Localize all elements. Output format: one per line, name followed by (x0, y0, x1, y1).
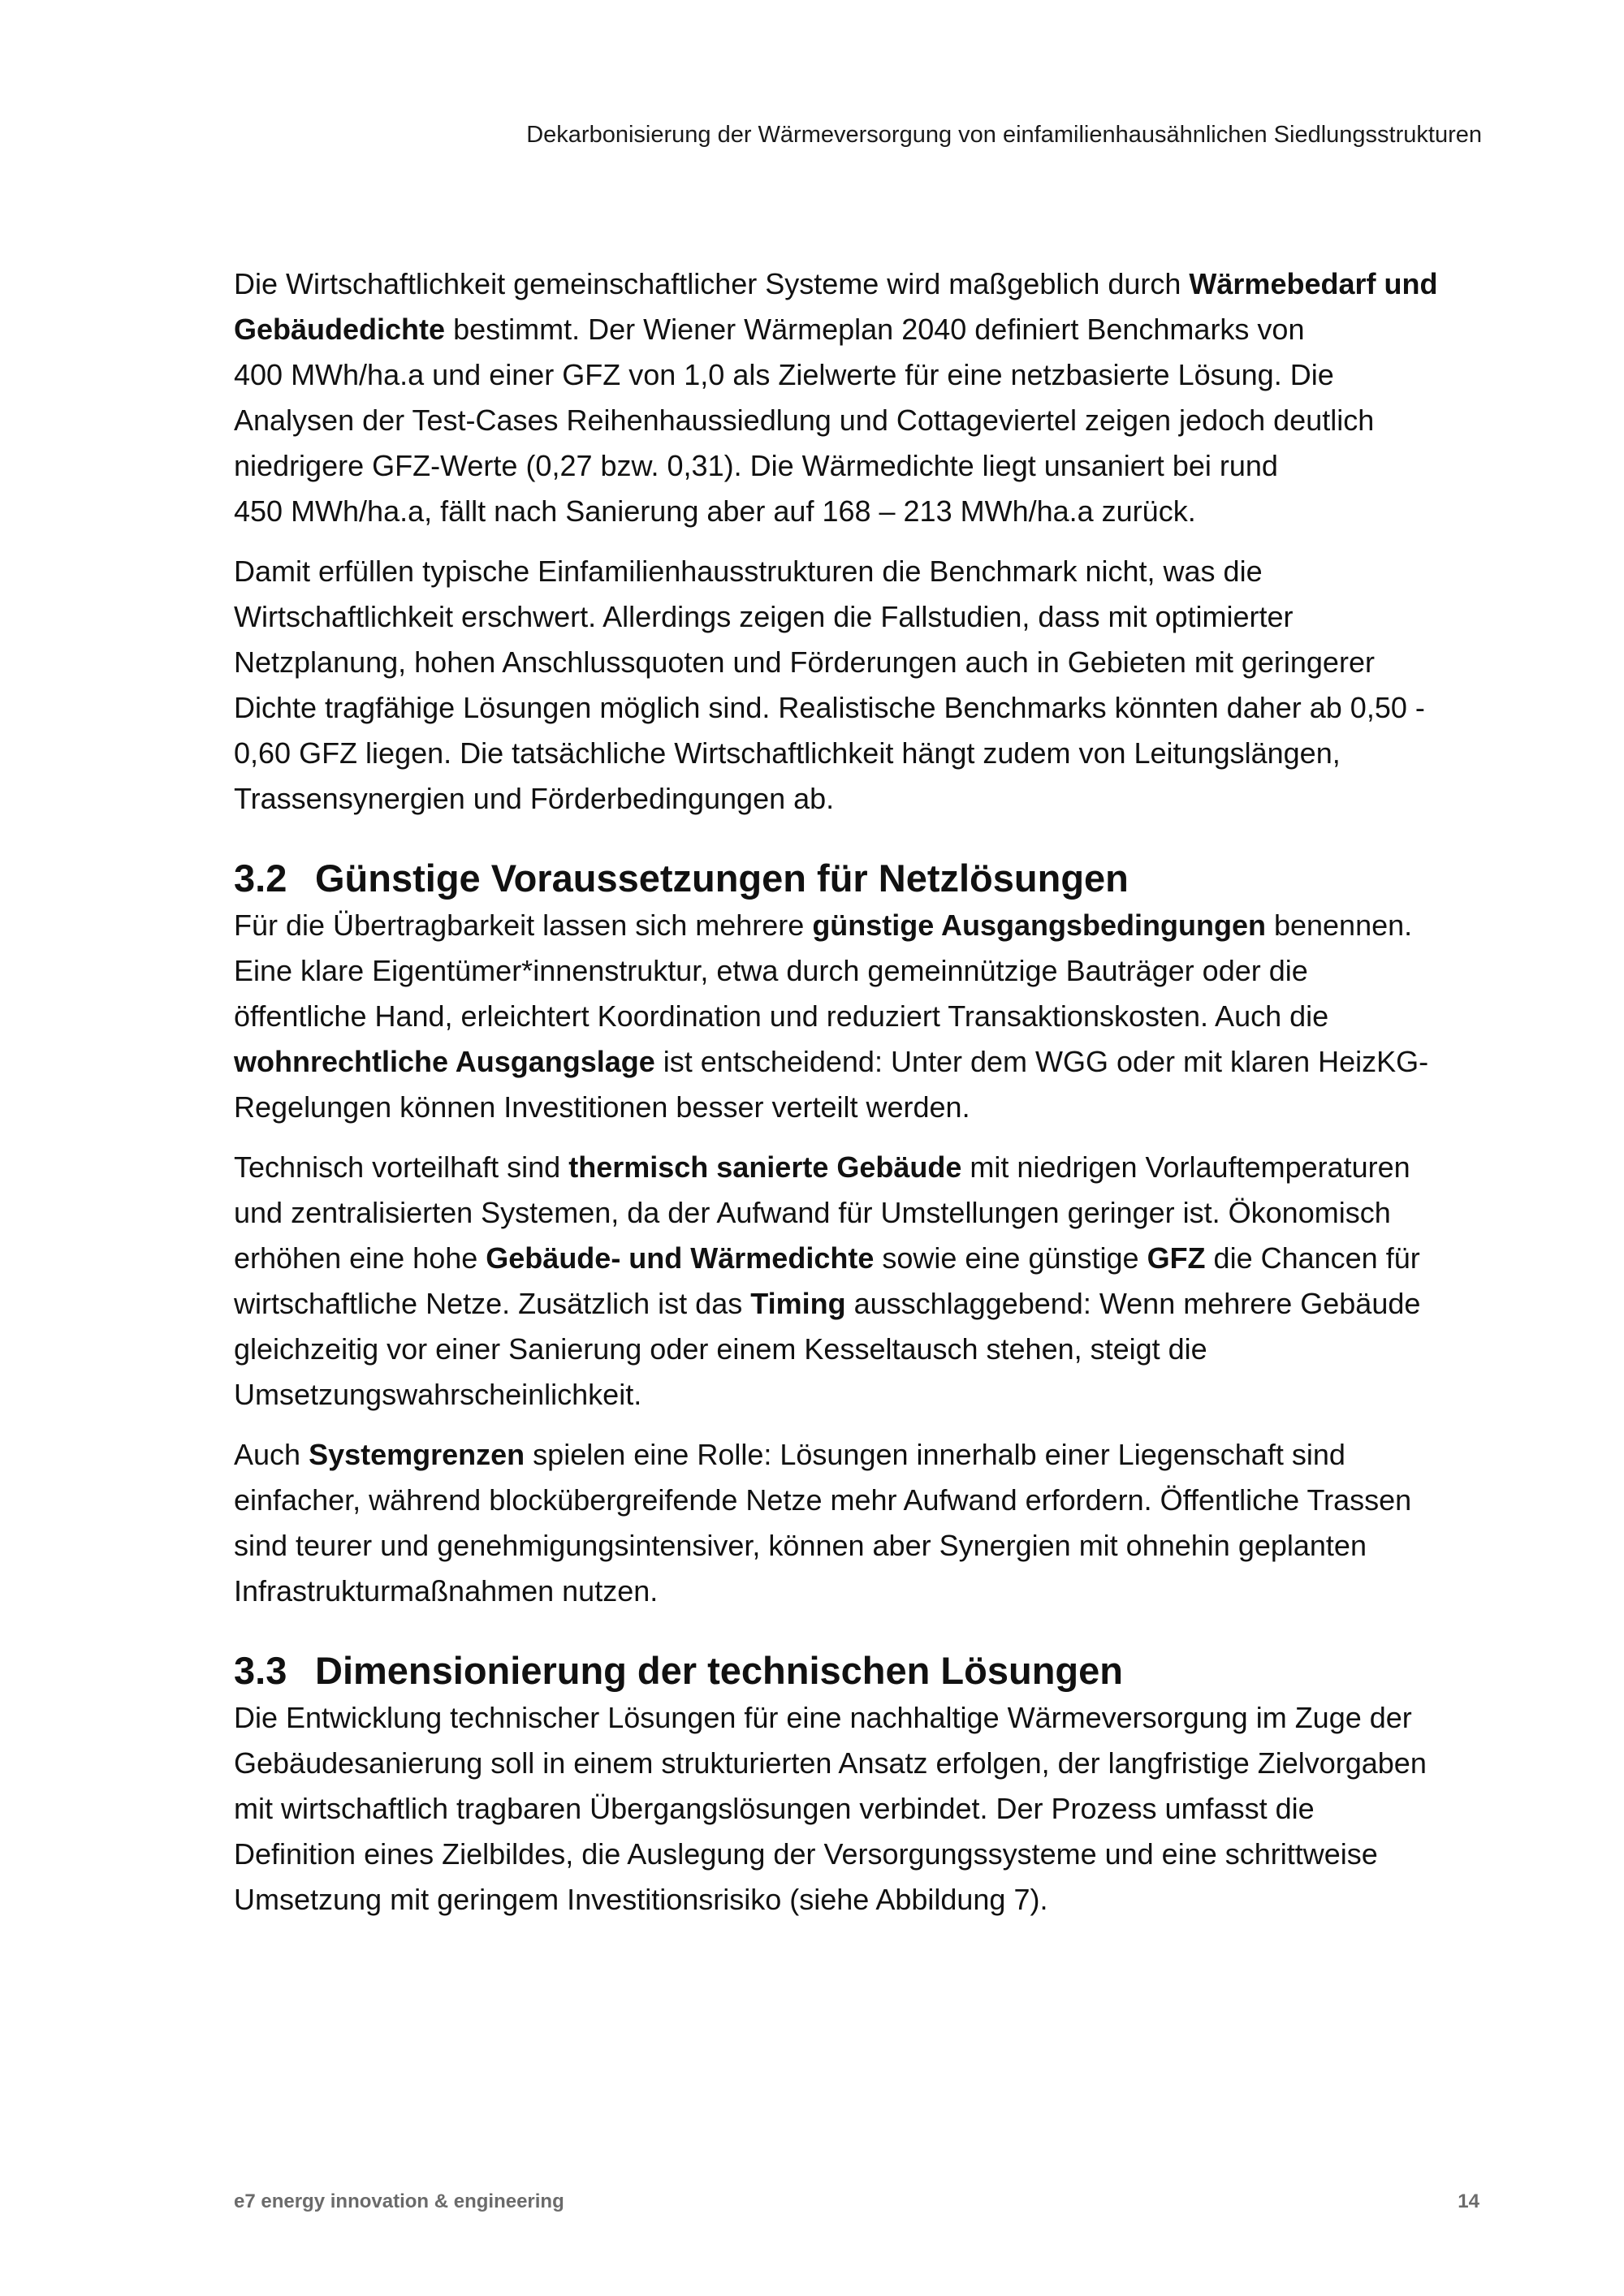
text-run: Gebäudesanierung soll in einem strukturierten Ansatz erfolgen, der langfristige Zielvorgaben (234, 1746, 1427, 1780)
text-line (234, 948, 1484, 994)
text-line (234, 903, 1484, 948)
section-number: 3.2 (234, 857, 287, 900)
section-title: Dimensionierung der technischen Lösungen (315, 1649, 1123, 1692)
text-run: gleichzeitig vor einer Sanierung oder einem Kesseltausch stehen, steigt die (234, 1332, 1207, 1366)
text-run: die Chancen für (1205, 1241, 1420, 1275)
text-line (234, 1877, 1484, 1923)
text-line (234, 594, 1484, 640)
text-line (234, 307, 1484, 352)
text-run: Die Entwicklung technischer Lösungen für eine nachhaltige Wärmeversorgung im Zuge der (234, 1701, 1412, 1734)
running-header: Dekarbonisierung der Wärmeversorgung von einfamilienhausähnlichen Siedlungsstrukturen (526, 122, 1482, 148)
text-run: 400 MWh/ha.a und einer GFZ von 1,0 als Zielwerte für eine netzbasierte Lösung. Die (234, 358, 1334, 391)
text-line (234, 1236, 1484, 1281)
text-run: mit niedrigen Vorlauftemperaturen (961, 1150, 1410, 1184)
bold-text: wohnrechtliche Ausgangslage (234, 1045, 655, 1078)
bold-text: Wärmebedarf und (1189, 267, 1438, 300)
text-run: ausschlaggebend: Wenn mehrere Gebäude (845, 1287, 1421, 1320)
text-line (234, 1523, 1484, 1569)
text-line (234, 1695, 1484, 1741)
text-run: 450 MWh/ha.a, fällt nach Sanierung aber auf 168 – 213 MWh/ha.a zurück. (234, 494, 1196, 528)
text-line (234, 1327, 1484, 1372)
text-run: und zentralisierten Systemen, da der Aufwand für Umstellungen geringer ist. Ökonomisch (234, 1196, 1391, 1229)
text-run: Auch (234, 1438, 309, 1471)
text-run: Damit erfüllen typische Einfamilienhausstrukturen die Benchmark nicht, was die (234, 555, 1263, 588)
bold-text: thermisch sanierte Gebäude (568, 1150, 962, 1184)
paragraph (234, 1145, 1484, 1418)
text-run: Dichte tragfähige Lösungen möglich sind. Realistische Benchmarks könnten daher ab 0,50 - (234, 691, 1425, 724)
text-run: 0,60 GFZ liegen. Die tatsächliche Wirtschaftlichkeit hängt zudem von Leitungslängen, (234, 736, 1341, 770)
section-heading-3-3 (234, 1646, 1484, 1695)
bold-text: günstige Ausgangsbedingungen (812, 908, 1266, 942)
bold-text: Gebäude- und Wärmedichte (486, 1241, 875, 1275)
text-run: Umsetzungswahrscheinlichkeit. (234, 1378, 642, 1411)
text-run: Definition eines Zielbildes, die Auslegung der Versorgungssysteme und eine schrittweise (234, 1837, 1378, 1871)
text-run: sind teurer und genehmigungsintensiver, können aber Synergien mit ohnehin geplanten (234, 1529, 1367, 1562)
text-run: einfacher, während blockübergreifende Netze mehr Aufwand erfordern. Öffentliche Trassen (234, 1483, 1412, 1517)
text-run: Umsetzung mit geringem Investitionsrisiko (siehe Abbildung 7). (234, 1883, 1048, 1916)
page-number: 14 (1458, 2190, 1479, 2212)
text-run: Technisch vorteilhaft sind (234, 1150, 569, 1184)
text-run: Wirtschaftlichkeit erschwert. Allerdings zeigen die Fallstudien, dass mit optimierter (234, 600, 1294, 633)
text-line (234, 398, 1484, 443)
text-run: Trassensynergien und Förderbedingungen ab. (234, 782, 835, 815)
text-line (234, 489, 1484, 534)
text-line (234, 1085, 1484, 1130)
text-line (234, 1741, 1484, 1786)
bold-text: Timing (750, 1287, 846, 1320)
text-run: niedrigere GFZ-Werte (0,27 bzw. 0,31). Die Wärmedichte liegt unsaniert bei rund (234, 449, 1278, 482)
text-run: Regelungen können Investitionen besser verteilt werden. (234, 1090, 970, 1124)
bold-text: Systemgrenzen (309, 1438, 525, 1471)
text-run: benennen. (1265, 908, 1413, 942)
paragraph (234, 1432, 1484, 1614)
text-line (234, 1281, 1484, 1327)
text-run: erhöhen eine hohe (234, 1241, 486, 1275)
text-line (234, 1145, 1484, 1190)
paragraph (234, 1695, 1484, 1923)
text-run: Analysen der Test-Cases Reihenhaussiedlung und Cottageviertel zeigen jedoch deutlich (234, 404, 1375, 437)
paragraph (234, 261, 1484, 534)
paragraph (234, 549, 1484, 822)
text-run: ist entscheidend: Unter dem WGG oder mit klaren HeizKG- (654, 1045, 1429, 1078)
text-line (234, 1832, 1484, 1877)
text-line (234, 1039, 1484, 1085)
text-line (234, 640, 1484, 685)
text-line (234, 776, 1484, 822)
footer-company: e7 energy innovation & engineering (234, 2190, 564, 2212)
text-run: Die Wirtschaftlichkeit gemeinschaftlicher Systeme wird maßgeblich durch (234, 267, 1190, 300)
section-title: Günstige Voraussetzungen für Netzlösungen (315, 857, 1129, 900)
text-line (234, 994, 1484, 1039)
text-line (234, 1786, 1484, 1832)
bold-text: Gebäudedichte (234, 313, 446, 346)
text-run: spielen eine Rolle: Lösungen innerhalb einer Liegenschaft sind (525, 1438, 1345, 1471)
text-run: Eine klare Eigentümer*innenstruktur, etwa durch gemeinnützige Bauträger oder die (234, 954, 1308, 987)
text-run: mit wirtschaftlich tragbaren Übergangslösungen verbindet. Der Prozess umfasst die (234, 1792, 1315, 1825)
text-line (234, 1432, 1484, 1478)
text-run: bestimmt. Der Wiener Wärmeplan 2040 definiert Benchmarks von (445, 313, 1305, 346)
text-line (234, 685, 1484, 731)
text-line (234, 731, 1484, 776)
text-line (234, 261, 1484, 307)
text-run: sowie eine günstige (874, 1241, 1147, 1275)
bold-text: GFZ (1147, 1241, 1206, 1275)
text-line (234, 1190, 1484, 1236)
text-line (234, 443, 1484, 489)
text-line (234, 1372, 1484, 1418)
page-body (234, 261, 1484, 1937)
text-run: wirtschaftliche Netze. Zusätzlich ist das (234, 1287, 751, 1320)
section-heading-3-2 (234, 854, 1484, 903)
text-line (234, 352, 1484, 398)
text-run: Netzplanung, hohen Anschlussquoten und Förderungen auch in Gebieten mit geringerer (234, 645, 1375, 679)
paragraph (234, 903, 1484, 1130)
text-run: Infrastrukturmaßnahmen nutzen. (234, 1574, 659, 1608)
text-run: öffentliche Hand, erleichtert Koordination und reduziert Transaktionskosten. Auch die (234, 999, 1329, 1033)
text-line (234, 549, 1484, 594)
text-run: Für die Übertragbarkeit lassen sich mehrere (234, 908, 813, 942)
text-line (234, 1569, 1484, 1614)
text-line (234, 1478, 1484, 1523)
section-number: 3.3 (234, 1649, 287, 1692)
